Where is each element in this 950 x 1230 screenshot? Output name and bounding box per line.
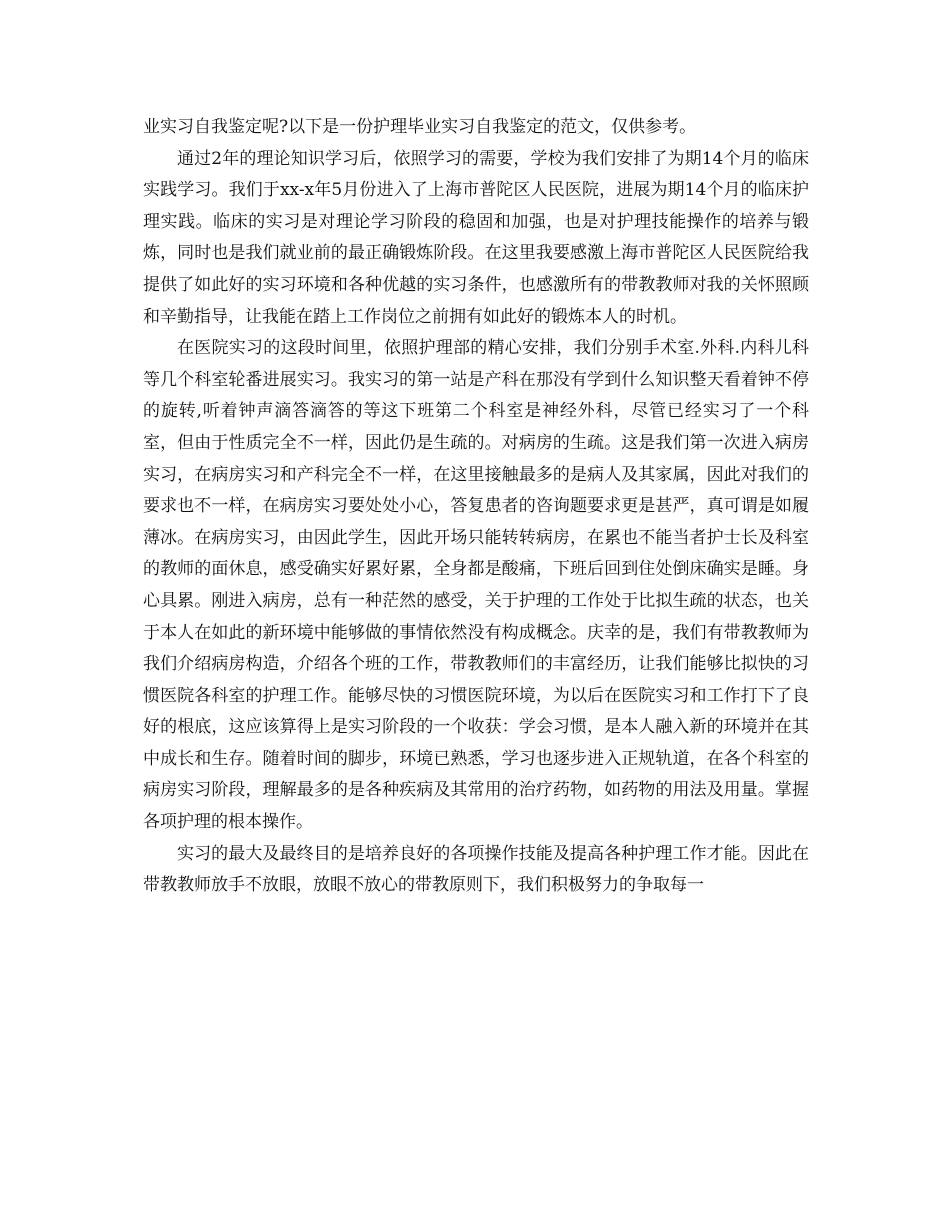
paragraph-internship-intro: 通过2年的理论知识学习后，依照学习的需要，学校为我们安排了为期14个月的临床实践学习。我们于xx-x年5月份进入了上海市普陀区人民医院，进展为期14个月的临床护理实践。临床的实习是对理论学习阶段的稳固和加强，也是对护理技能操作的培养与锻炼，同时也是我们就业前的最正确锻炼阶段。在这里我要感激上海市普陀区人民医院给我提供了如此好的实习环境和各种优越的实习条件，也感激所有的带教教师对我的关怀照顾和辛勤指导，让我能在踏上工作岗位之前拥有如此好的锻炼本人的时机。 (143, 148, 809, 327)
paragraph-continuation: 业实习自我鉴定呢?以下是一份护理毕业实习自我鉴定的范文，仅供参考。 (143, 117, 697, 137)
paragraph-internship-goal: 实习的最大及最终目的是培养良好的各项操作技能及提高各种护理工作才能。因此在带教教师放手不放眼，放眼不放心的带教原则下，我们积极努力的争取每一 (143, 843, 809, 896)
document-body (143, 112, 809, 902)
paragraph-department-rotation: 在医院实习的这段时间里，依照护理部的精心安排，我们分别手术室.外科.内科儿科等几个科室轮番进展实习。我实习的第一站是产科在那没有学到什么知识整天看着钟不停的旋转,听着钟声滴答滴答的等这下班第二个科室是神经外科，尽管已经实习了一个科室，但由于性质完全不一样，因此仍是生疏的。对病房的生疏。这是我们第一次进入病房实习，在病房实习和产科完全不一样，在这里接触最多的是病人及其家属，因此对我们的要求也不一样，在病房实习要处处小心，答复患者的咨询题要求更是甚严，真可谓是如履薄冰。在病房实习，由因此学生，因此开场只能转转病房，在累也不能当者护士长及科室的教师的面休息，感受确实好累好累，全身都是酸痛，下班后回到住处倒床确实是睡。身心具累。刚进入病房，总有一种茫然的感受，关于护理的工作处于比拟生疏的状态，也关于本人在如此的新环境中能够做的事情依然没有构成概念。庆幸的是，我们有带教教师为我们介绍病房构造，介绍各个班的工作，带教教师们的丰富经历，让我们能够比拟快的习惯医院各科室的护理工作。能够尽快的习惯医院环境，为以后在医院实习和工作打下了良好的根底，这应该算得上是实习阶段的一个收获：学会习惯，是本人融入新的环境并在其中成长和生存。随着时间的脚步，环境已熟悉，学习也逐步进入正规轨道，在各个科室的病房实习阶段，理解最多的是各种疾病及其常用的治疗药物，如药物的用法及用量。掌握各项护理的根本操作。 (143, 338, 809, 833)
